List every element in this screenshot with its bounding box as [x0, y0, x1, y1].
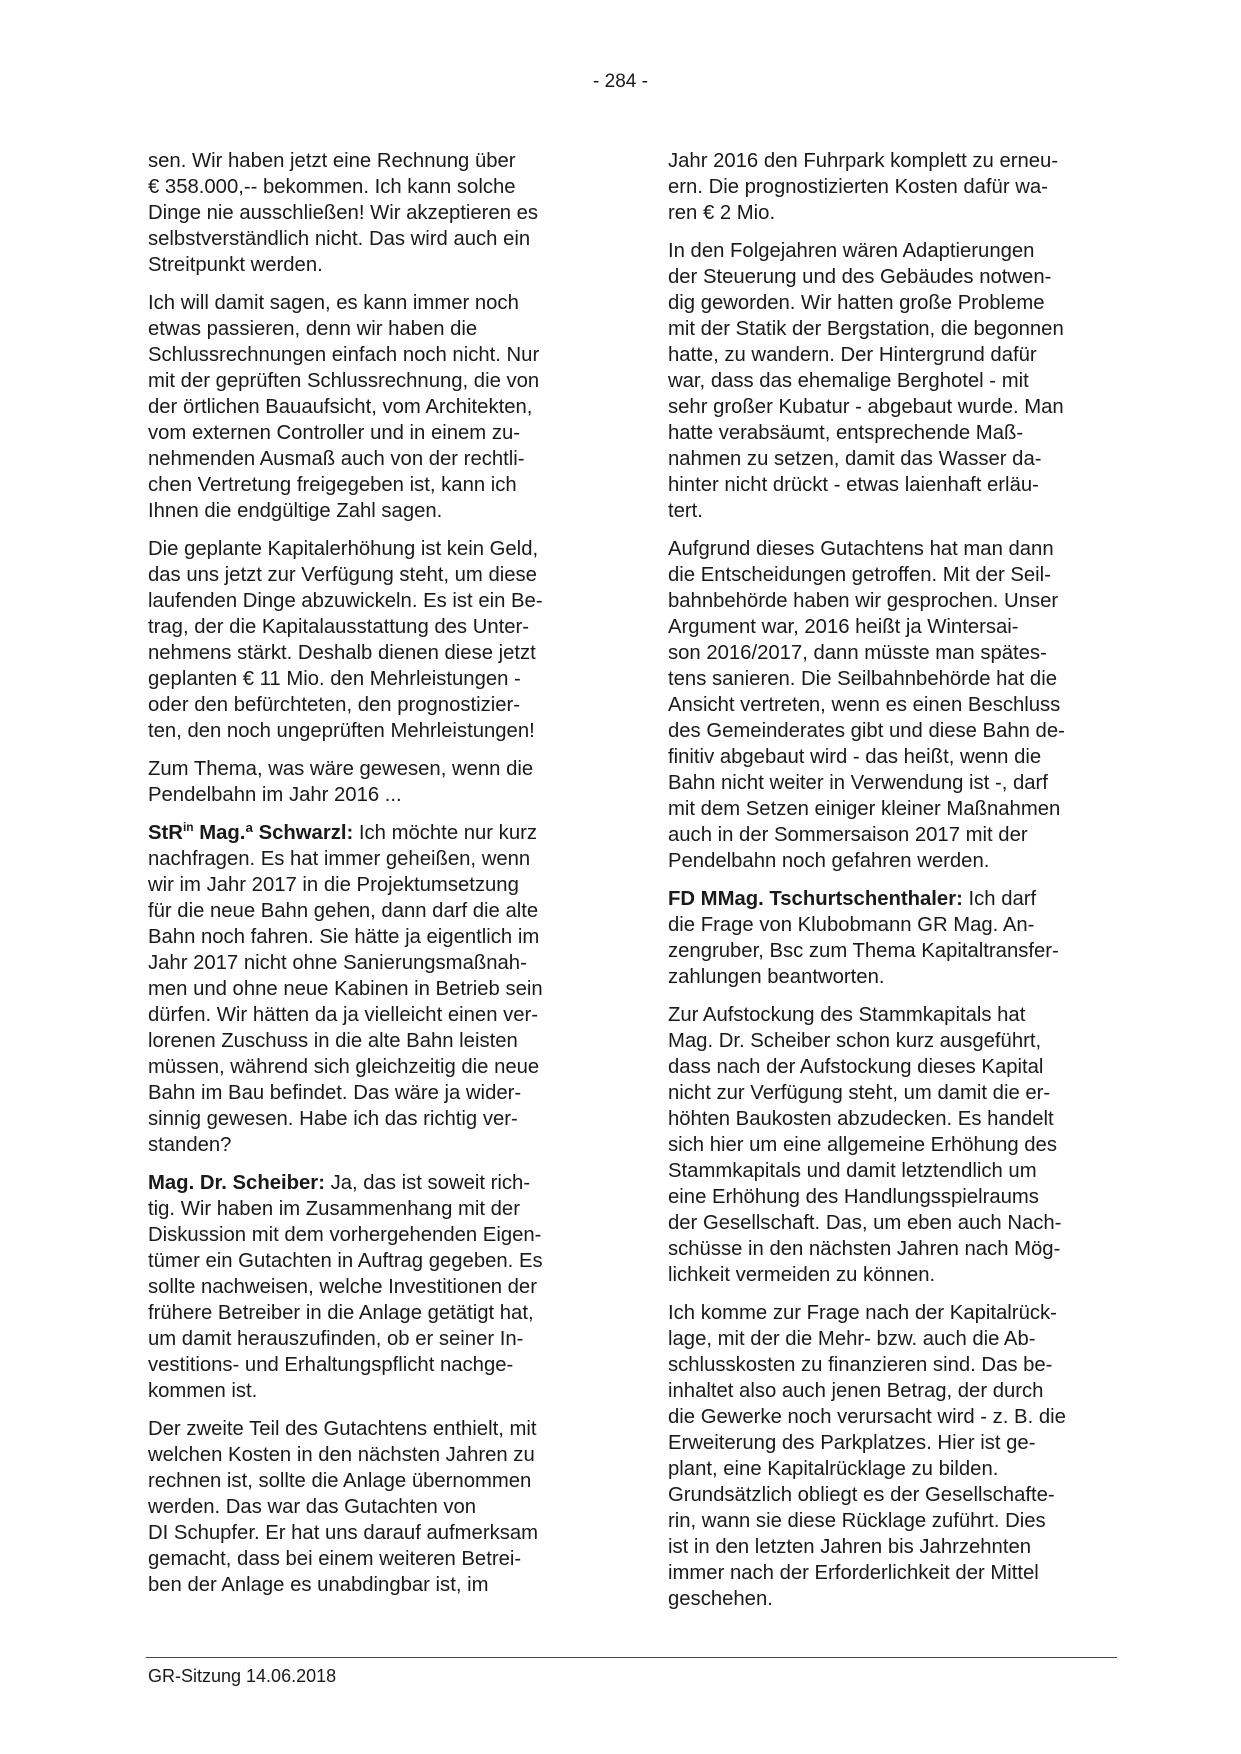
text-line: € 358.000,-- bekommen. Ich kann solche — [148, 176, 516, 198]
text-line: sinnig gewesen. Habe ich das richtig ver- — [148, 1108, 518, 1130]
text-line: zahlungen beantworten. — [668, 966, 885, 988]
text-line: Grundsätzlich obliegt es der Gesellschafte- — [668, 1484, 1055, 1506]
text-line: rechnen ist, sollte die Anlage übernommen — [148, 1470, 532, 1492]
text-line: son 2016/2017, dann müsste man spätes- — [668, 642, 1047, 664]
text-line: ern. Die prognostizierten Kosten dafür wa- — [668, 176, 1048, 198]
text-line: Ich komme zur Frage nach der Kapitalrück- — [668, 1302, 1057, 1324]
text-line: höhten Baukosten abzudecken. Es handelt — [668, 1108, 1054, 1130]
text-line: chen Vertretung freigegeben ist, kann ich — [148, 474, 517, 496]
text-line: um damit herauszufinden, ob er seiner In- — [148, 1328, 524, 1350]
text-line: inhaltet also auch jenen Betrag, der durch — [668, 1380, 1044, 1402]
right-column — [668, 148, 1124, 1624]
text-line: nahmen zu setzen, damit das Wasser da- — [668, 448, 1042, 470]
text-line: Der zweite Teil des Gutachtens enthielt, mit — [148, 1418, 537, 1440]
text-line: müssen, während sich gleichzeitig die neue — [148, 1056, 540, 1078]
text-line: Jahr 2016 den Fuhrpark komplett zu erneu- — [668, 150, 1059, 172]
text-line: mit der Statik der Bergstation, die begonnen — [668, 318, 1064, 340]
text-line: Ihnen die endgültige Zahl sagen. — [148, 500, 443, 522]
text-line: nehmens stärkt. Deshalb dienen diese jetzt — [148, 642, 536, 664]
text-line: nehmenden Ausmaß auch von der rechtli- — [148, 448, 525, 470]
text-line: Die geplante Kapitalerhöhung ist kein Geld, — [148, 538, 539, 560]
page-number: - 284 - — [593, 71, 648, 92]
text-line: ren € 2 Mio. — [668, 202, 776, 224]
text-line: Ich will damit sagen, es kann immer noch — [148, 292, 519, 314]
paragraph — [668, 238, 1124, 524]
text-line: geschehen. — [668, 1588, 773, 1610]
text-line: geplanten € 11 Mio. den Mehrleistungen - — [148, 668, 521, 690]
text-line: Streitpunkt werden. — [148, 254, 323, 276]
paragraph-body — [148, 1198, 543, 1402]
text-line: vom externen Controller und in einem zu- — [148, 422, 521, 444]
speaker-name: FD MMag. Tschurtschenthaler: — [668, 888, 963, 910]
text-line: selbstverständlich nicht. Das wird auch ein — [148, 228, 531, 250]
text-line: Pendelbahn noch gefahren werden. — [668, 850, 990, 872]
speaker-name: Mag. Dr. Scheiber: — [148, 1172, 325, 1194]
text-line: rin, wann sie diese Rücklage zuführt. Dies — [668, 1510, 1046, 1532]
footer-text: GR-Sitzung 14.06.2018 — [148, 1666, 337, 1686]
text-line: sich hier um eine allgemeine Erhöhung des — [668, 1134, 1057, 1156]
text-line: lorenen Zuschuss in die alte Bahn leisten — [148, 1030, 518, 1052]
text-line: dürfen. Wir hätten da ja vielleicht einen ver- — [148, 1004, 539, 1026]
paragraph — [668, 1300, 1124, 1612]
text-line: die Frage von Klubobmann GR Mag. An- — [668, 914, 1035, 936]
text-line: oder den befürchteten, den prognostizier- — [148, 694, 521, 716]
paragraph-body — [148, 848, 543, 1156]
text-line: ten, den noch ungeprüften Mehrleistungen! — [148, 720, 535, 742]
text-line: immer nach der Erforderlichkeit der Mittel — [668, 1562, 1039, 1584]
paragraph-speaker-scheiber — [148, 1170, 604, 1404]
text-line: tig. Wir haben im Zusammenhang mit der — [148, 1198, 520, 1220]
paragraph — [148, 536, 604, 744]
left-column — [148, 148, 604, 1610]
text-line: lage, mit der die Mehr- bzw. auch die Ab- — [668, 1328, 1036, 1350]
text-line: der Gesellschaft. Das, um eben auch Nach- — [668, 1212, 1062, 1234]
text-line: trag, der die Kapitalausstattung des Unter- — [148, 616, 530, 638]
paragraph — [148, 756, 604, 808]
text-line: dig geworden. Wir hatten große Probleme — [668, 292, 1045, 314]
text-line: für die neue Bahn gehen, dann darf die alte — [148, 900, 539, 922]
text-line: des Gemeinderates gibt und diese Bahn de- — [668, 720, 1065, 742]
speaker-name: StR$^{in}$ Mag.ª Schwarzl: — [148, 820, 354, 844]
text-line: Bahn nicht weiter in Verwendung ist -, darf — [668, 772, 1048, 794]
text-line: Zur Aufstockung des Stammkapitals hat — [668, 1004, 1026, 1026]
text-line: tert. — [668, 500, 703, 522]
paragraph — [668, 536, 1124, 874]
text-line: standen? — [148, 1134, 232, 1156]
text-line: zengruber, Bsc zum Thema Kapitaltransfer- — [668, 940, 1059, 962]
text-line: schlusskosten zu finanzieren sind. Das be- — [668, 1354, 1053, 1376]
text-line: hatte verabsäumt, entsprechende Maß- — [668, 422, 1024, 444]
text-line: nicht zur Verfügung steht, um damit die er- — [668, 1082, 1051, 1104]
text-line: eine Erhöhung des Handlungsspielraums — [668, 1186, 1039, 1208]
text-line: vestitions- und Erhaltungspflicht nachge- — [148, 1354, 514, 1376]
text-line: Jahr 2017 nicht ohne Sanierungsmaßnah- — [148, 952, 527, 974]
text-line: Mag. Dr. Scheiber schon kurz ausgeführt, — [668, 1030, 1042, 1052]
paragraph — [668, 1002, 1124, 1288]
text-line: kommen ist. — [148, 1380, 258, 1402]
text-line: Aufgrund dieses Gutachtens hat man dann — [668, 538, 1054, 560]
text-line: die Gewerke noch verursacht wird - z. B. die — [668, 1406, 1066, 1428]
paragraph — [668, 148, 1124, 226]
text-line: tümer ein Gutachten in Auftrag gegeben. Es — [148, 1250, 543, 1272]
text-line: laufenden Dinge abzuwickeln. Es ist ein Be- — [148, 590, 543, 612]
text-line: lichkeit vermeiden zu können. — [668, 1264, 936, 1286]
text-line: sollte nachweisen, welche Investitionen der — [148, 1276, 537, 1298]
paragraph-speaker-schwarzl — [148, 820, 604, 1158]
text-line: Dinge nie ausschließen! Wir akzeptieren es — [148, 202, 539, 224]
text-line: frühere Betreiber in die Anlage getätigt hat, — [148, 1302, 534, 1324]
text-line: mit dem Setzen einiger kleiner Maßnahmen — [668, 798, 1061, 820]
speaker-text: Ja, das ist soweit rich- — [324, 1172, 531, 1194]
speaker-text: Ich möchte nur kurz — [353, 822, 537, 844]
paragraph-speaker-tschurtschenthaler — [668, 886, 1124, 990]
text-line: die Entscheidungen getroffen. Mit der Seil- — [668, 564, 1051, 586]
text-line: hinter nicht drückt - etwas laienhaft erläu- — [668, 474, 1039, 496]
paragraph — [148, 1416, 604, 1598]
text-line: ben der Anlage es unabdingbar ist, im — [148, 1574, 489, 1596]
text-line: Stammkapitals und damit letztendlich um — [668, 1160, 1037, 1182]
text-line: der örtlichen Bauaufsicht, vom Architekten, — [148, 396, 533, 418]
text-line: sen. Wir haben jetzt eine Rechnung über — [148, 150, 516, 172]
text-line: nachfragen. Es hat immer geheißen, wenn — [148, 848, 531, 870]
text-line: gemacht, dass bei einem weiteren Betrei- — [148, 1548, 522, 1570]
text-line: Diskussion mit dem vorhergehenden Eigen- — [148, 1224, 542, 1246]
text-line: etwas passieren, denn wir haben die — [148, 318, 478, 340]
text-line: werden. Das war das Gutachten von — [148, 1496, 477, 1518]
paragraph — [148, 290, 604, 524]
text-line: Schlussrechnungen einfach noch nicht. Nur — [148, 344, 540, 366]
text-line: hatte, zu wandern. Der Hintergrund dafür — [668, 344, 1037, 366]
text-line: welchen Kosten in den nächsten Jahren zu — [148, 1444, 535, 1466]
text-line: Zum Thema, was wäre gewesen, wenn die — [148, 758, 534, 780]
paragraph — [148, 148, 604, 278]
text-line: Bahn im Bau befindet. Das wäre ja wider- — [148, 1082, 522, 1104]
text-line: Bahn noch fahren. Sie hätte ja eigentlich im — [148, 926, 540, 948]
text-line: dass nach der Aufstockung dieses Kapital — [668, 1056, 1044, 1078]
text-line: der Steuerung und des Gebäudes notwen- — [668, 266, 1052, 288]
text-line: DI Schupfer. Er hat uns darauf aufmerksam — [148, 1522, 539, 1544]
text-line: Ansicht vertreten, wenn es einen Beschluss — [668, 694, 1061, 716]
text-line: men und ohne neue Kabinen in Betrieb sein — [148, 978, 543, 1000]
text-line: ist in den letzten Jahren bis Jahrzehnten — [668, 1536, 1032, 1558]
text-line: tens sanieren. Die Seilbahnbehörde hat die — [668, 668, 1057, 690]
text-line: schüsse in den nächsten Jahren nach Mög- — [668, 1238, 1061, 1260]
text-line: wir im Jahr 2017 in die Projektumsetzung — [148, 874, 519, 896]
text-line: mit der geprüften Schlussrechnung, die von — [148, 370, 540, 392]
text-line: auch in der Sommersaison 2017 mit der — [668, 824, 1028, 846]
text-line: sehr großer Kubatur - abgebaut wurde. Man — [668, 396, 1064, 418]
speaker-text: Ich darf — [962, 888, 1037, 910]
text-line: bahnbehörde haben wir gesprochen. Unser — [668, 590, 1059, 612]
text-line: Erweiterung des Parkplatzes. Hier ist ge- — [668, 1432, 1036, 1454]
footer-divider — [146, 1657, 1117, 1658]
text-line: Pendelbahn im Jahr 2016 ... — [148, 784, 402, 806]
text-line: Argument war, 2016 heißt ja Wintersai- — [668, 616, 1019, 638]
text-line: In den Folgejahren wären Adaptierungen — [668, 240, 1035, 262]
text-line: plant, eine Kapitalrücklage zu bilden. — [668, 1458, 999, 1480]
text-line: war, dass das ehemalige Berghotel - mit — [668, 370, 1029, 392]
text-line: das uns jetzt zur Verfügung steht, um diese — [148, 564, 537, 586]
paragraph-body — [668, 914, 1059, 988]
text-line: finitiv abgebaut wird - das heißt, wenn die — [668, 746, 1042, 768]
